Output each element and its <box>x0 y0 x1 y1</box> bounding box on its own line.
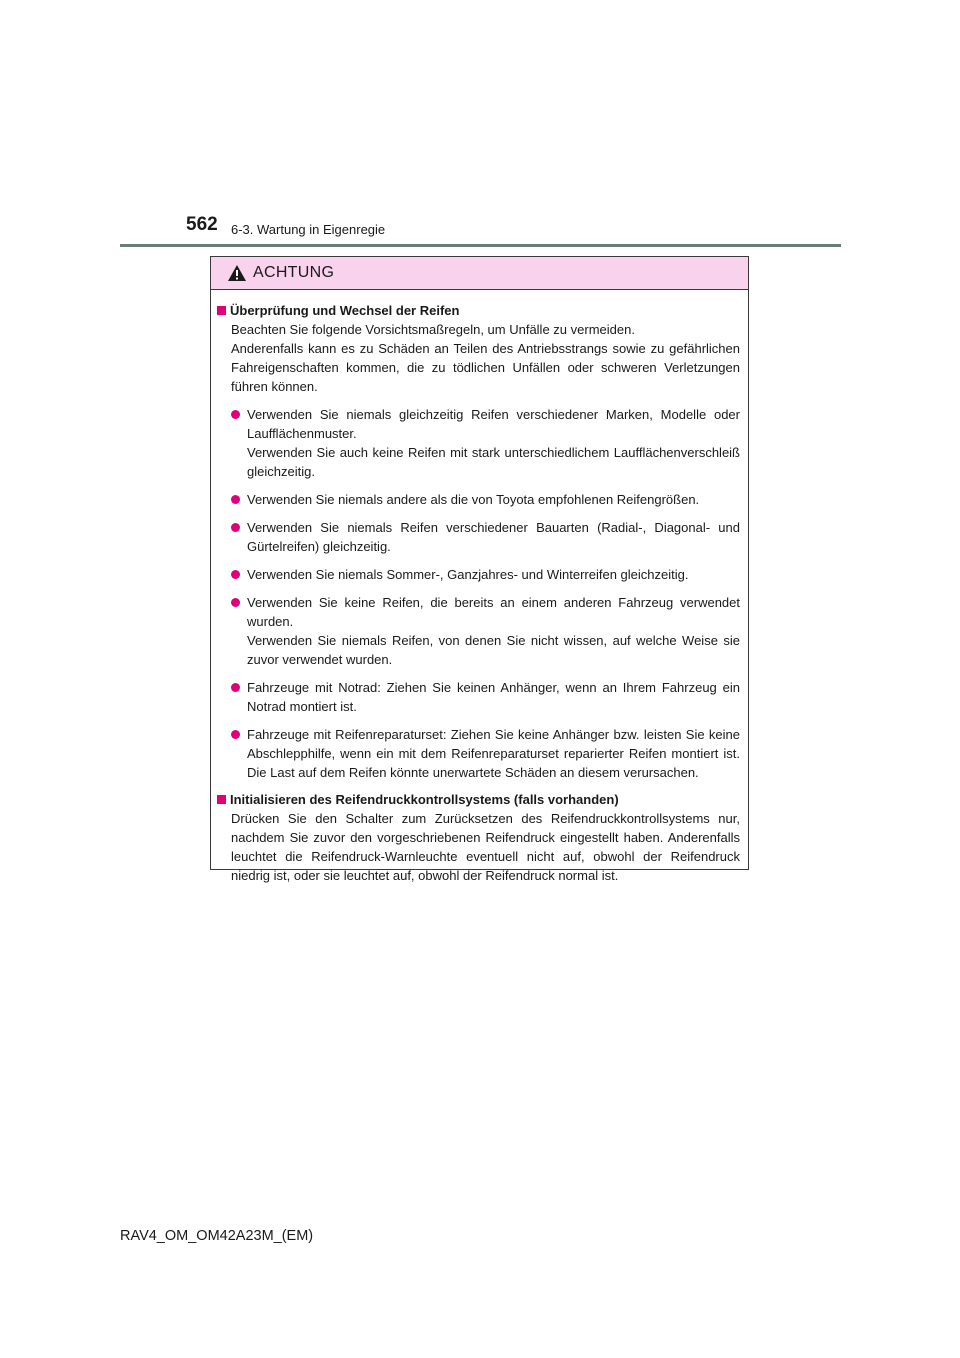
round-bullet-icon <box>231 570 240 579</box>
bullet-line: Verwenden Sie niemals andere als die von Toyota empfohlenen Reifengrößen. <box>247 492 700 507</box>
bullet-line: Verwenden Sie keine Reifen, die bereits an einem anderen Fahrzeug verwendet wurden. <box>247 595 740 629</box>
list-item <box>231 518 740 556</box>
square-bullet-icon <box>217 795 226 804</box>
intro-line: Beachten Sie folgende Vorsichtsmaßregeln, um Unfälle zu vermeiden. <box>231 322 635 337</box>
heading-text: Initialisieren des Reifendruckkontrollsystems (falls vorhanden) <box>230 792 619 807</box>
round-bullet-icon <box>231 495 240 504</box>
warning-triangle-icon <box>227 264 247 282</box>
list-item <box>231 490 740 509</box>
round-bullet-icon <box>231 730 240 739</box>
bullet-line: Verwenden Sie niemals Sommer-, Ganzjahres- und Winterreifen gleichzeitig. <box>247 567 689 582</box>
list-item <box>231 593 740 669</box>
section-heading <box>217 301 740 320</box>
square-bullet-icon <box>217 306 226 315</box>
bullet-line: Verwenden Sie niemals Reifen, von denen Sie nicht wissen, auf welche Weise sie zuvor verwendet wurden. <box>247 633 740 667</box>
list-item <box>231 725 740 782</box>
intro-line: Drücken Sie den Schalter zum Zurücksetzen des Reifendruckkontrollsystems nur, nachdem Sie zuvor den vorgeschriebenen Reifendruck eingestellt haben. Anderenfalls leuchtet die Reifendruck-Warnleuchte eventuell nicht auf, obwohl der Reifendruck niedrig ist, oder sie leuchtet auf, obwohl der Reifendruck normal ist. <box>231 811 740 883</box>
section-intro <box>231 809 740 885</box>
list-item <box>231 678 740 716</box>
bullet-line: Fahrzeuge mit Notrad: Ziehen Sie keinen Anhänger, wenn an Ihrem Fahrzeug ein Notrad montiert ist. <box>247 680 740 714</box>
bullet-line: Fahrzeuge mit Reifenreparaturset: Ziehen Sie keine Anhänger bzw. leisten Sie keine Abschlepphilfe, wenn ein mit dem Reifenreparaturset reparierter Reifen montiert ist. Die Last auf dem Reifen könnte unerwartete Schäden an diesem verursachen. <box>247 727 740 780</box>
list-item <box>231 565 740 584</box>
intro-line: Anderenfalls kann es zu Schäden an Teilen des Antriebsstrangs sowie zu gefährlichen Fahreigenschaften kommen, die zu tödlichen Unfällen oder schweren Verletzungen führen können. <box>231 341 740 394</box>
section-intro <box>231 320 740 396</box>
bullet-line: Verwenden Sie auch keine Reifen mit stark unterschiedlichem Laufflächenverschleiß gleichzeitig. <box>247 445 740 479</box>
round-bullet-icon <box>231 598 240 607</box>
section-title: 6-3. Wartung in Eigenregie <box>231 222 386 237</box>
warning-content <box>211 290 748 885</box>
bullet-line: Verwenden Sie niemals gleichzeitig Reifen verschiedener Marken, Modelle oder Laufflächenmuster. <box>247 407 740 441</box>
warning-box <box>210 256 749 883</box>
document-code: RAV4_OM_OM42A23M_(EM) <box>120 1228 314 1244</box>
header-rule <box>120 244 841 247</box>
section-heading <box>217 790 740 809</box>
warning-title: ACHTUNG <box>253 264 335 281</box>
round-bullet-icon <box>231 523 240 532</box>
heading-text: Überprüfung und Wechsel der Reifen <box>230 303 460 318</box>
page-number: 562 <box>186 214 218 235</box>
warning-header <box>211 257 748 290</box>
bullet-line: Verwenden Sie niemals Reifen verschiedener Bauarten (Radial-, Diagonal- und Gürtelreifen) gleichzeitig. <box>247 520 740 554</box>
list-item <box>231 405 740 481</box>
round-bullet-icon <box>231 683 240 692</box>
round-bullet-icon <box>231 410 240 419</box>
